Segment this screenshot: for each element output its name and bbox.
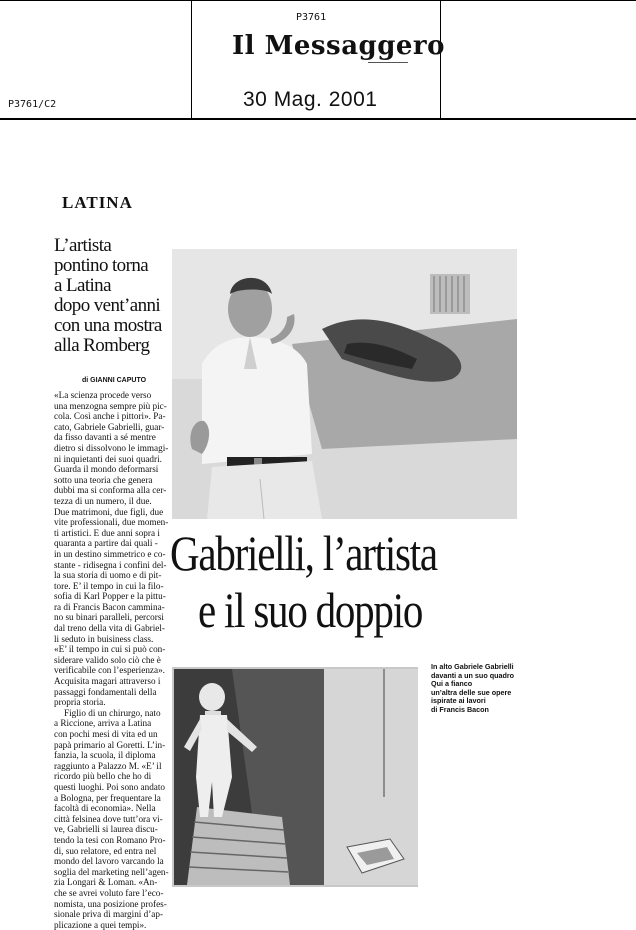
body-line: tezza di un numero, il due. xyxy=(54,495,152,506)
body-line: sofia di Karl Popper e la pittu- xyxy=(54,591,166,602)
newspaper-masthead: Il Messaggero xyxy=(232,31,445,61)
body-line: con pochi mesi di vita ed un xyxy=(54,729,158,739)
caption-line: In alto Gabriele Gabrielli xyxy=(431,662,514,671)
body-line: Figlio di un chirurgo, nato xyxy=(64,707,161,718)
masthead-rule xyxy=(368,62,408,63)
body-line: no su binari paralleli, percorsi xyxy=(54,612,164,623)
photo-caption xyxy=(431,663,514,715)
body-line: cola. Così anche i pittori». Pa- xyxy=(54,411,166,422)
body-line: raggiunto a Palazzo M. «E’ il xyxy=(54,760,162,771)
body-line: soglia del marketing nell’agen- xyxy=(54,866,169,877)
caption-line: Qui a fianco xyxy=(431,679,473,689)
body-line: vite professionali, due momen- xyxy=(54,517,169,528)
body-line: dal treno della vita di Gabriel- xyxy=(54,623,165,634)
body-line: propria storia. xyxy=(54,697,106,708)
bacon-inspired-painting xyxy=(172,667,418,887)
body-line: «E’ il tempo in cui si può con- xyxy=(54,644,166,655)
body-line: dietro si dissolvono le immagi- xyxy=(54,442,169,453)
kicker-line: alla Romberg xyxy=(54,335,150,356)
body-line: la sua storia di uomo e di pit- xyxy=(54,570,162,581)
caption-line: ispirate ai lavori xyxy=(431,696,486,706)
caption-line: di Francis Bacon xyxy=(431,704,489,714)
body-line: Acquisita magari attraverso i xyxy=(54,676,161,687)
body-line: a Riccione, arriva a Latina xyxy=(54,718,152,729)
headline-line-2: e il suo doppio xyxy=(198,582,423,638)
header-left-divider xyxy=(191,0,192,118)
body-line: da fisso davanti a sé mentre xyxy=(54,432,156,443)
kicker-line: dopo vent’anni xyxy=(54,295,161,316)
body-line: verificabile con l’esperienza». xyxy=(54,665,165,676)
body-line: città felsinea dove tutt’ora vi- xyxy=(54,813,163,824)
body-line: tendo la tesi con Romano Pro- xyxy=(54,834,166,845)
kicker-line: pontino torna xyxy=(54,255,149,276)
kicker-line: a Latina xyxy=(54,275,111,296)
body-line: tore. E’ il tempo in cui la filo- xyxy=(54,580,164,591)
article-body xyxy=(54,390,169,930)
body-line: nomista, una posizione profes- xyxy=(54,898,167,909)
body-line: di, suo relatore, ed entra nel xyxy=(54,845,157,856)
body-line: facoltà di economia». Nella xyxy=(54,803,156,814)
body-line: sionale priva di margini d’ap- xyxy=(54,909,164,920)
kicker xyxy=(54,236,172,356)
caption-line: un’altra delle sue opere xyxy=(431,687,512,697)
header-top-border xyxy=(0,0,636,1)
section-label: LATINA xyxy=(62,193,133,212)
body-line: stante - ridisegna i confini del- xyxy=(54,559,167,570)
body-line: plicazione a quei tempi». xyxy=(54,919,147,930)
body-line: li seduto in buisiness class. xyxy=(54,633,154,644)
body-line: in un destino simmetrico e co- xyxy=(54,548,166,559)
body-line: Due matrimoni, due figli, due xyxy=(54,506,164,517)
body-line: ni inquietanti dei suoi quadri. xyxy=(54,453,162,464)
body-line: a Bologna, per frequentare la xyxy=(54,792,161,803)
body-line: fanzia, la scuola, il diploma xyxy=(54,750,156,761)
body-line: papà primario al Goretti. L’in- xyxy=(54,739,166,750)
body-line: zia Longari & Loman. «An- xyxy=(54,877,158,888)
body-line: ve, Gabrielli si laurea discu- xyxy=(54,824,158,835)
header-bottom-border xyxy=(0,118,636,120)
byline: di GIANNI CAPUTO xyxy=(82,377,147,384)
body-line: una menzogna sempre più pic- xyxy=(54,400,167,411)
body-line: siderare valido solo ciò che è xyxy=(54,654,161,665)
body-line: ra di Francis Bacon cammina- xyxy=(54,601,165,612)
body-line: passaggi fondamentali della xyxy=(54,686,157,697)
body-line: Guarda il mondo deformarsi xyxy=(54,464,159,475)
kicker-line: L’artista xyxy=(54,235,112,256)
body-line: ricordo più bello che ho di xyxy=(54,771,152,782)
caption-line: davanti a un suo quadro xyxy=(431,670,515,680)
publication-date: 30 Mag. 2001 xyxy=(243,88,378,111)
kicker-line: con una mostra xyxy=(54,315,162,336)
body-line: cato, Gabriele Gabrielli, guar- xyxy=(54,421,165,432)
body-line: quaranta a partire dai quali - xyxy=(54,538,158,549)
body-line: sotto una teoria che genera xyxy=(54,474,153,485)
body-line: questi luoghi. Poi sono andato xyxy=(54,781,166,792)
body-line: «La scienza procede verso xyxy=(54,390,152,400)
body-line: ti artistici. E due anni sopra i xyxy=(54,527,160,538)
clip-code: P3761 xyxy=(296,12,327,23)
headline-line-1: Gabrielli, l’artista xyxy=(170,525,437,581)
artist-portrait-photo xyxy=(172,249,517,519)
body-line: dubbi ma si conforma alla cer- xyxy=(54,485,167,496)
page-code: P3761/C2 xyxy=(8,99,57,110)
body-line: mondo del lavoro varcando la xyxy=(54,856,164,867)
body-line: che se avrei voluto fare l’eco- xyxy=(54,887,164,898)
